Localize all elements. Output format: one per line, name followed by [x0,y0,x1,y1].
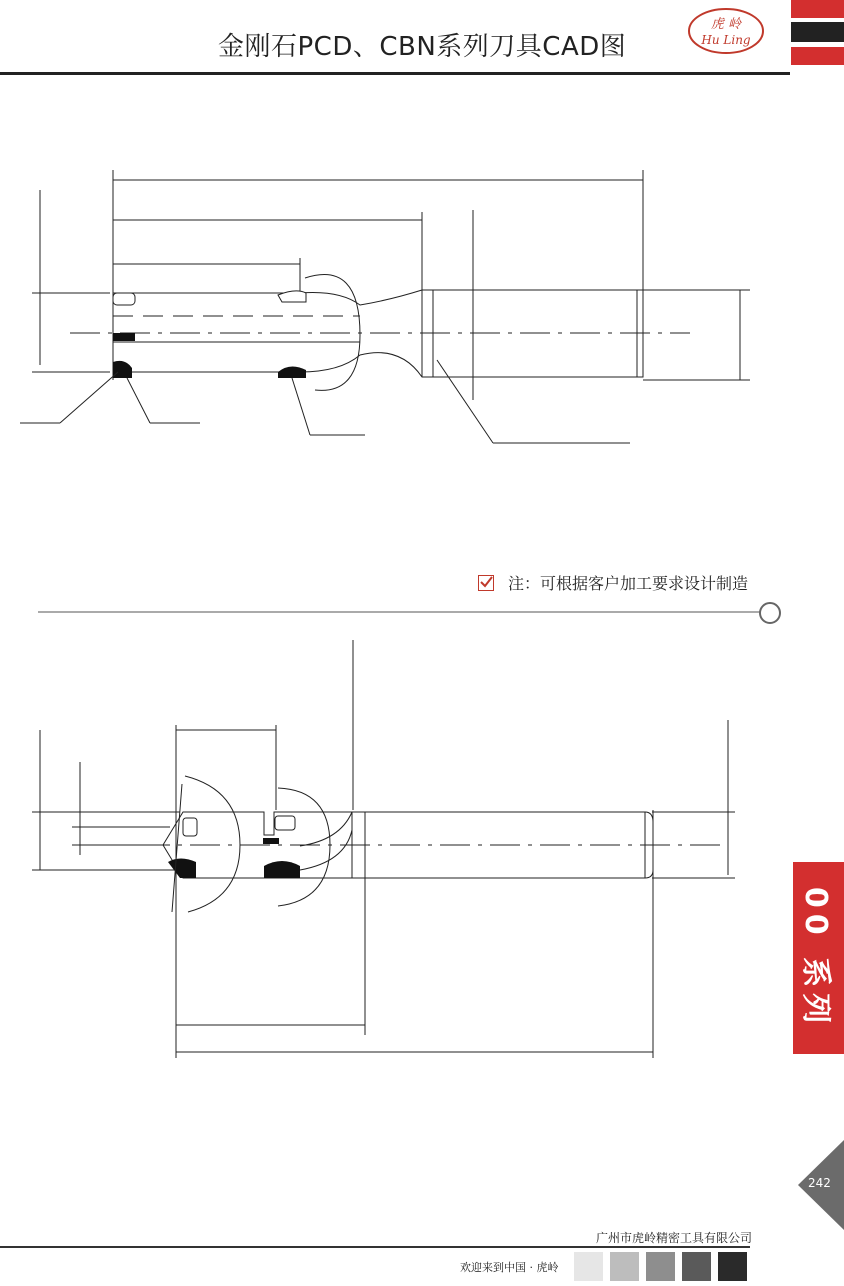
swatch-3 [646,1252,675,1281]
series-label: 00 系列 [797,886,833,1030]
swatch-2 [610,1252,639,1281]
design-note [478,571,748,594]
company-name: 广州市虎岭精密工具有限公司 [596,1231,753,1245]
series-tab [793,862,844,1054]
welcome-text: 欢迎来到中国 · 虎岭 [460,1261,559,1274]
logo-text-cn: 虎 岭 [710,17,742,32]
divider-circle-icon [759,602,781,624]
design-note-text: 注：可根据客户加工要求设计制造 [508,574,749,593]
footer-divider [0,1246,750,1248]
section-divider [38,611,762,613]
swatch-4 [682,1252,711,1281]
bottom-cad-drawing [32,640,735,1058]
page-number: 242 [808,1176,831,1190]
swatch-1 [574,1252,603,1281]
page-title: 金刚石PCD、CBN系列刀具CAD图 [218,32,627,62]
logo-text-en: Hu Ling [701,33,751,47]
swatch-5 [718,1252,747,1281]
top-cad-drawing [20,170,750,443]
checkbox-check-icon [478,575,494,591]
